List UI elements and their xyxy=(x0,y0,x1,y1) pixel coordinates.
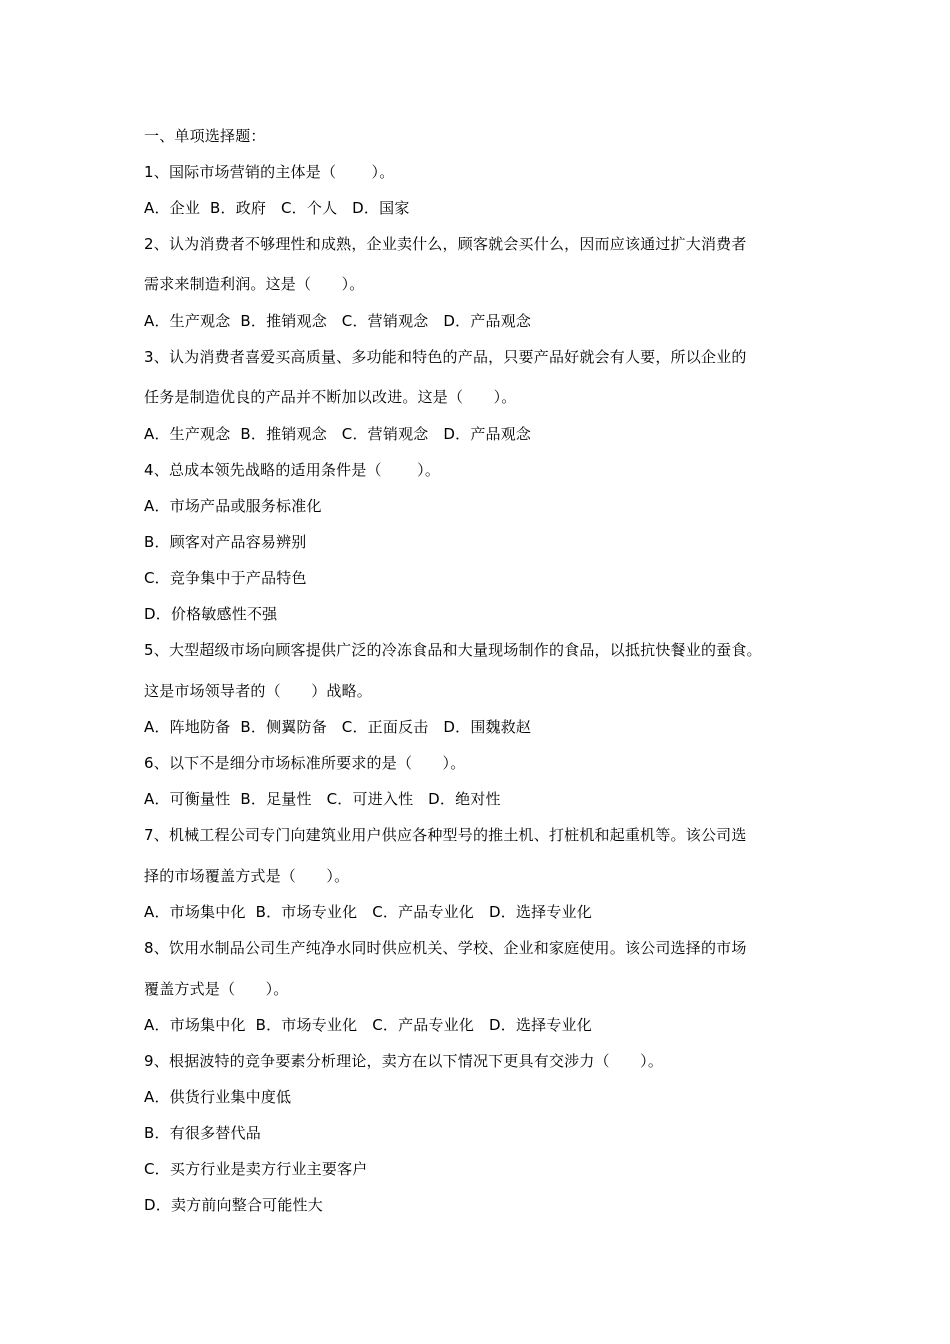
question-3-continued: 任务是制造优良的产品并不断加以改进。这是（ ）。 xyxy=(144,388,517,406)
question-8: 8、饮用水制品公司生产纯净水同时供应机关、学校、企业和家庭使用。该公司选择的市场 xyxy=(144,939,747,957)
question-9: 9、根据波特的竞争要素分析理论，卖方在以下情况下更具有交涉力（ ）。 xyxy=(144,1052,664,1070)
question-5-continued: 这是市场领导者的（ ）战略。 xyxy=(144,682,373,700)
question-6: 6、以下不是细分市场标准所要求的是（ ）。 xyxy=(144,754,466,772)
question-7-continued: 择的市场覆盖方式是（ ）。 xyxy=(144,867,350,885)
question-4: 4、总成本领先战略的适用条件是（ ）。 xyxy=(144,461,441,479)
question-4-option-b: B．顾客对产品容易辨别 xyxy=(144,533,307,551)
question-3-options: A．生产观念 B．推销观念 C．营销观念 D．产品观念 xyxy=(144,425,532,443)
question-8-continued: 覆盖方式是（ ）。 xyxy=(144,980,289,998)
question-7: 7、机械工程公司专门向建筑业用户供应各种型号的推土机、打桩机和起重机等。该公司选 xyxy=(144,826,747,844)
question-9-option-a: A．供货行业集中度低 xyxy=(144,1088,292,1106)
question-4-option-c: C．竞争集中于产品特色 xyxy=(144,569,307,587)
question-6-options: A．可衡量性 B．足量性 C．可进入性 D．绝对性 xyxy=(144,790,501,808)
question-8-options: A．市场集中化 B．市场专业化 C．产品专业化 D．选择专业化 xyxy=(144,1016,592,1034)
question-2-continued: 需求来制造利润。这是（ ）。 xyxy=(144,275,365,293)
question-3: 3、认为消费者喜爱买高质量、多功能和特色的产品，只要产品好就会有人要，所以企业的 xyxy=(144,348,747,366)
question-2: 2、认为消费者不够理性和成熟，企业卖什么，顾客就会买什么，因而应该通过扩大消费者 xyxy=(144,235,747,253)
question-1: 1、国际市场营销的主体是（ ）。 xyxy=(144,163,395,181)
question-9-option-d: D．卖方前向整合可能性大 xyxy=(144,1196,323,1214)
question-9-option-b: B．有很多替代品 xyxy=(144,1124,261,1142)
question-1-options: A．企业 B．政府 C．个人 D．国家 xyxy=(144,199,410,217)
question-9-option-c: C．买方行业是卖方行业主要客户 xyxy=(144,1160,368,1178)
question-5-options: A．阵地防备 B．侧翼防备 C．正面反击 D．围魏救赵 xyxy=(144,718,532,736)
question-2-options: A．生产观念 B．推销观念 C．营销观念 D．产品观念 xyxy=(144,312,532,330)
question-7-options: A．市场集中化 B．市场专业化 C．产品专业化 D．选择专业化 xyxy=(144,903,592,921)
question-4-option-d: D．价格敏感性不强 xyxy=(144,605,278,623)
question-5: 5、大型超级市场向顾客提供广泛的冷冻食品和大量现场制作的食品，以抵抗快餐业的蚕食。 xyxy=(144,641,762,659)
question-4-option-a: A．市场产品或服务标准化 xyxy=(144,497,322,515)
section-heading: 一、单项选择题： xyxy=(144,127,266,145)
